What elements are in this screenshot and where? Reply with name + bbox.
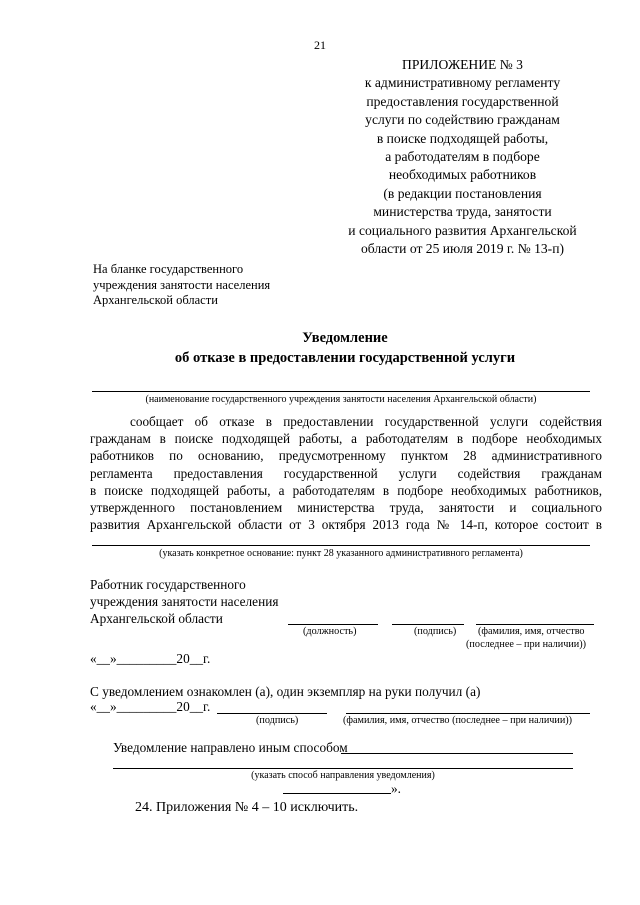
appendix-line: и социального развития Архангельской — [348, 222, 577, 238]
other-method-text: Уведомление направлено иным способом — [113, 740, 348, 755]
appendix-header — [330, 56, 595, 258]
item-24: 24. Приложения № 4 – 10 исключить. — [135, 800, 359, 815]
appendix-line: необходимых работников — [388, 167, 537, 183]
body-line: сообщает об отказе в предоставлении государственной услуги содействия — [130, 414, 602, 429]
employee-date: «__»_________20__г. — [90, 651, 211, 666]
position-caption: (должность) — [303, 626, 357, 637]
ack-signature-caption: (подпись) — [256, 715, 299, 726]
employee-line: Архангельской области — [90, 611, 223, 626]
appendix-line: министерства труда, занятости — [373, 204, 552, 220]
name-caption-cont: (последнее – при наличии)) — [466, 639, 587, 650]
letterhead-note — [93, 262, 270, 309]
employee-line: учреждения занятости населения — [90, 594, 279, 609]
name-caption: (фамилия, имя, отчество — [478, 626, 585, 637]
page-number: 21 — [314, 38, 326, 52]
body-line: гражданам в поиске подходящей работы, а работодателям в подборе необходимых — [90, 431, 602, 447]
appendix-line: в поиске подходящей работы, — [376, 130, 549, 146]
other-method-line — [341, 753, 573, 754]
body-line: в поиске подходящей работы, а работодателям в подборе необходимых работников, — [90, 482, 602, 498]
body-line: регламента предоставления государственной услуги содействия гражданам — [90, 465, 602, 481]
appendix-line: а работодателям в подборе — [385, 149, 540, 165]
other-method-closing: ». — [391, 781, 401, 796]
ack-name-line — [346, 713, 590, 714]
notice-body — [90, 413, 602, 533]
appendix-line: области от 25 июля 2019 г. № 13-п) — [360, 241, 565, 257]
signature-line — [392, 624, 464, 625]
body-line: развития Архангельской области от 3 октября 2013 года № 14-п, которое состоит в — [90, 517, 602, 533]
name-line — [476, 624, 594, 625]
acknowledgement-text: С уведомлением ознакомлен (а), один экземпляр на руки получил (а) — [90, 684, 481, 699]
other-method-line-3 — [283, 793, 391, 794]
employee-block — [90, 576, 278, 627]
letterhead-line: учреждения занятости населения — [93, 277, 271, 292]
institution-line — [92, 391, 590, 392]
appendix-line: к административному регламенту — [364, 75, 561, 91]
ack-name-caption: (фамилия, имя, отчество (последнее – при наличии)) — [343, 715, 573, 726]
notice-subtitle: об отказе в предоставлении государственной услуги — [174, 350, 516, 366]
notice-title: Уведомление — [302, 330, 388, 346]
other-method-caption: (указать способ направления уведомления) — [251, 770, 435, 781]
appendix-line: (в редакции постановления — [383, 185, 542, 201]
body-line: утвержденного постановлением министерства труда, занятости и социального — [90, 500, 602, 516]
appendix-line: ПРИЛОЖЕНИЕ № 3 — [402, 57, 523, 72]
employee-line: Работник государственного — [90, 577, 246, 592]
basis-caption: (указать конкретное основание: пункт 28 указанного административного регламента) — [159, 548, 523, 559]
letterhead-line: Архангельской области — [93, 293, 218, 307]
acknowledgement-date: «__»_________20__г. — [90, 699, 211, 714]
ack-signature-line — [217, 713, 327, 714]
body-line: работников по основанию, предусмотренному пунктом 28 административного — [90, 448, 602, 464]
letterhead-line: На бланке государственного — [93, 262, 244, 276]
appendix-line: услуги по содействию гражданам — [365, 112, 560, 128]
appendix-line: предоставления государственной — [366, 93, 559, 109]
basis-line — [92, 545, 590, 546]
other-method-line-2 — [113, 768, 573, 769]
position-line — [288, 624, 378, 625]
institution-caption: (наименование государственного учреждения занятости населения Архангельской области) — [145, 394, 537, 405]
signature-caption: (подпись) — [414, 626, 457, 637]
